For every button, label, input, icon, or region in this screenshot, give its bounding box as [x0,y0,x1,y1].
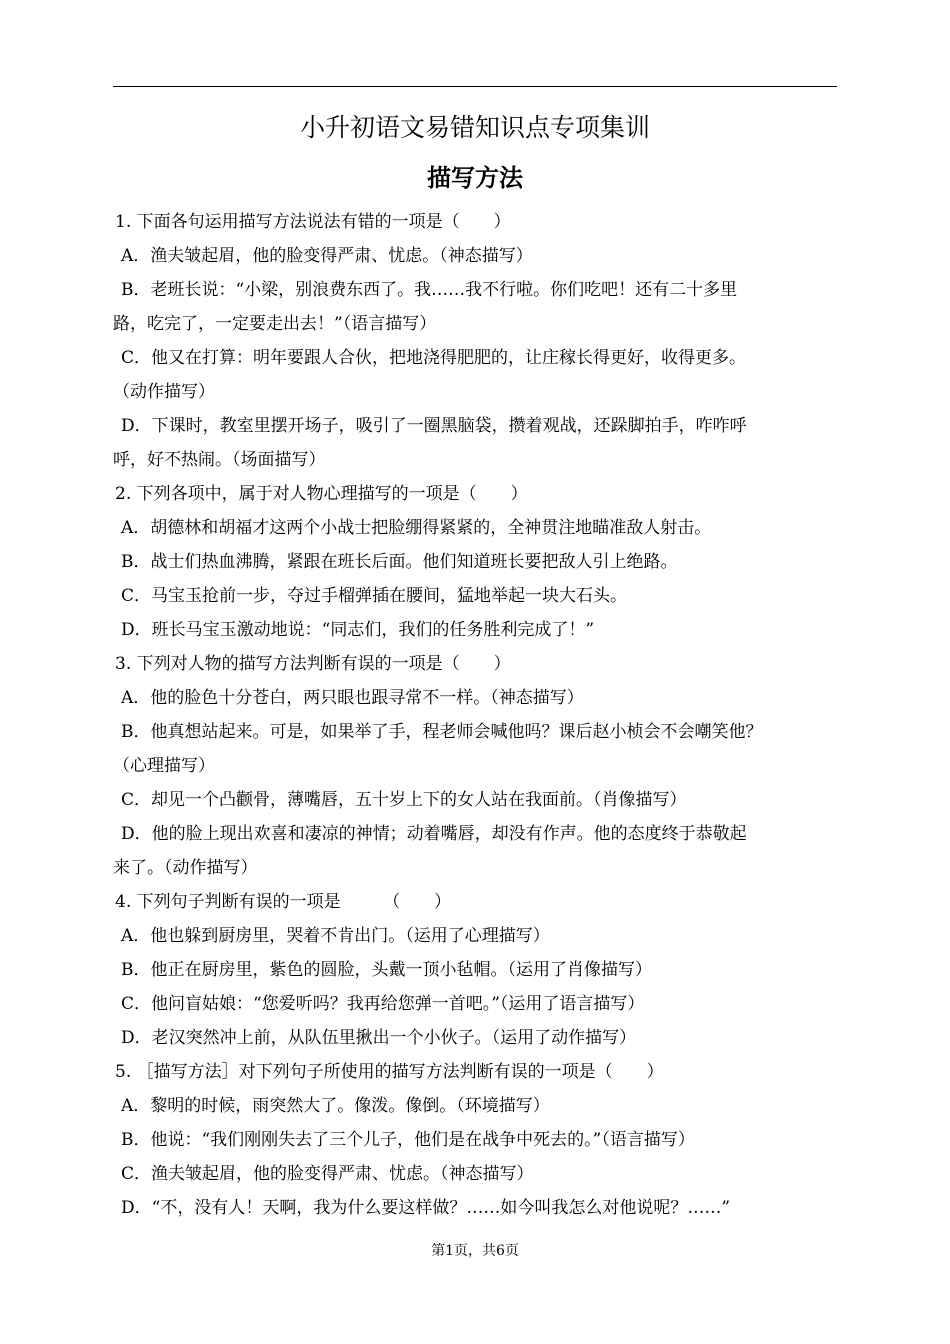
question-4-option-d: D．老汉突然冲上前，从队伍里揪出一个小伙子。（运用了动作描写） [121,1028,637,1048]
question-3-option-a: A．他的脸色十分苍白，两只眼也跟寻常不一样。（神态描写） [121,688,584,708]
question-1: 1. 下面各句运用描写方法说法有错的一项是（ ） [115,212,511,232]
question-3-option-c: C．却见一个凸颧骨，薄嘴唇，五十岁上下的女人站在我面前。（肖像描写） [121,790,687,810]
document-title: 小升初语文易错知识点专项集训 [299,113,650,142]
question-1-option-c-continued: （动作描写） [113,382,215,402]
question-1-option-b: B．老班长说：“小梁，别浪费东西了。我……我不行啦。你们吃吧！还有二十多里 [121,280,738,300]
question-2-option-c: C．马宝玉抢前一步，夺过手榴弹插在腰间，猛地举起一块大石头。 [121,586,628,606]
page-footer: 第1页，共6页 [431,1243,519,1259]
question-4-option-c: C．他问盲姑娘：“您爱听吗？我再给您弹一首吧。”（运用了语言描写） [121,994,645,1014]
question-3-option-b: B．他真想站起来。可是，如果举了手，程老师会喊他吗？课后赵小桢会不会嘲笑他？ [121,722,763,742]
question-1-option-a: A．渔夫皱起眉，他的脸变得严肃、忧虑。（神态描写） [121,246,533,266]
question-1-option-c: C．他又在打算：明年要跟人合伙，把地浇得肥肥的，让庄稼长得更好，收得更多。 [121,348,747,368]
question-3-option-d: D．他的脸上现出欢喜和凄凉的神情；动着嘴唇，却没有作声。他的态度终于恭敬起 [121,824,747,844]
question-4-option-b: B．他正在厨房里，紫色的圆脸，头戴一顶小毡帽。（运用了肖像描写） [121,960,652,980]
question-5-option-c: C．渔夫皱起眉，他的脸变得严肃、忧虑。（神态描写） [121,1164,534,1184]
document-subtitle: 描写方法 [427,164,523,192]
question-3-option-d-continued: 来了。（动作描写） [113,858,258,878]
header-rule [113,86,837,87]
question-2-option-b: B．战士们热血沸腾，紧跟在班长后面。他们知道班长要把敌人引上绝路。 [121,552,678,572]
question-5-option-d: D．“不，没有人！天啊，我为什么要这样做？……如今叫我怎么对他说呢？……” [121,1198,731,1218]
question-3: 3. 下列对人物的描写方法判断有误的一项是（ ） [115,654,511,674]
question-1-option-d-continued: 呼，好不热闹。（场面描写） [113,450,326,470]
question-2-option-a: A．胡德林和胡福才这两个小战士把脸绷得紧紧的，全神贯注地瞄准敌人射击。 [121,518,712,538]
question-5-option-b: B．他说：“我们刚刚失去了三个儿子，他们是在战争中死去的。”（语言描写） [121,1130,695,1150]
question-2: 2. 下列各项中，属于对人物心理描写的一项是（ ） [115,484,528,504]
question-5: 5. ［描写方法］对下列句子所使用的描写方法判断有误的一项是（ ） [115,1062,664,1082]
question-list [113,205,837,1225]
question-4: 4. 下列句子判断有误的一项是 （ ） [115,892,452,912]
question-2-option-d: D．班长马宝玉激动地说：“同志们，我们的任务胜利完成了！” [121,620,595,640]
question-4-option-a: A．他也躲到厨房里，哭着不肯出门。（运用了心理描写） [121,926,550,946]
question-1-option-d: D．下课时，教室里摆开场子，吸引了一圈黑脑袋，攒着观战，还跺脚拍手，咋咋呼 [121,416,747,436]
question-1-option-b-continued: 路，吃完了，一定要走出去！”（语言描写） [113,314,437,334]
question-3-option-b-continued: （心理描写） [113,756,215,776]
question-5-option-a: A．黎明的时候，雨突然大了。像泼。像倒。（环境描写） [121,1096,550,1116]
